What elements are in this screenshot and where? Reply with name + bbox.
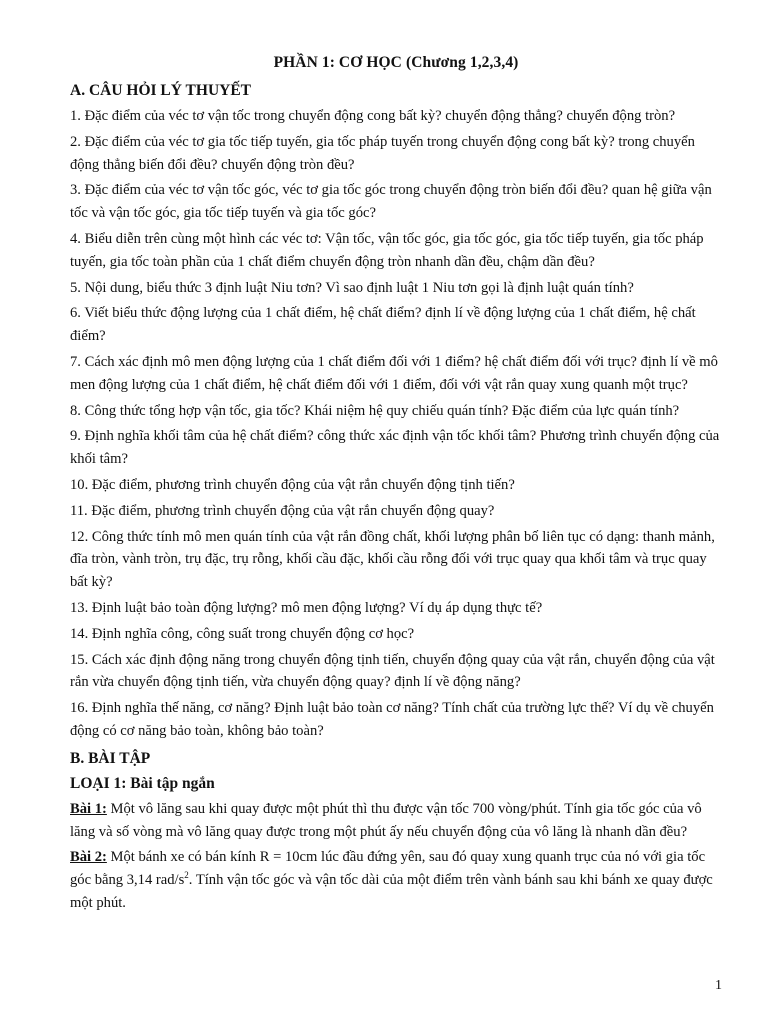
exercise-item <box>70 846 722 914</box>
question-item: 15. Cách xác định động năng trong chuyển động tịnh tiến, chuyển động quay của vật rắn, chuyển động của vật rắn vừa chuyển động tịnh tiến, vừa chuyển động quay? định lí về động năng? <box>70 651 715 691</box>
superscript: 2 <box>184 870 189 881</box>
exercise-label: Bài 2: <box>70 849 107 866</box>
exercise-item <box>70 798 722 844</box>
exercise-text-continued: . Tính vận tốc góc và vận tốc dài của một điểm trên vành bánh sau khi bánh xe quay được một phút. <box>70 872 713 911</box>
question-item: 12. Công thức tính mô men quán tính của vật rắn đồng chất, khối lượng phân bố liên tục có dạng: thanh mảnh, đĩa tròn, vành tròn, trụ đặc, trụ rỗng, khối cầu đặc, khối cầu rỗng đối với trục quay qua khối tâm và trục quay bất kỳ? <box>70 528 715 591</box>
part-title: PHẦN 1: CƠ HỌC (Chương 1,2,3,4) <box>273 54 519 71</box>
question-item: 13. Định luật bảo toàn động lượng? mô men động lượng? Ví dụ áp dụng thực tế? <box>70 599 543 616</box>
exercise-text: Một vô lăng sau khi quay được một phút thì thu được vận tốc 700 vòng/phút. Tính gia tốc góc của vô lăng và số vòng mà vô lăng quay được trong một phút ấy nếu chuyển động của vô lăng là nhanh dần đều? <box>70 800 702 840</box>
question-item: 8. Công thức tổng hợp vận tốc, gia tốc? Khái niệm hệ quy chiếu quán tính? Đặc điểm của lực quán tính? <box>70 402 680 419</box>
exercise-text: Một bánh xe có bán kính R = 10cm lúc đầu đứng yên, sau đó quay xung quanh trục của nó với gia tốc góc bằng 3,14 rad/s <box>70 849 706 889</box>
question-item: 4. Biểu diễn trên cùng một hình các véc tơ: Vận tốc, vận tốc góc, gia tốc góc, gia tốc tiếp tuyến, gia tốc pháp tuyến, gia tốc toàn phần của 1 chất điểm chuyển động tròn nhanh dần đều, chậm dần đều? <box>70 230 704 270</box>
question-list <box>70 105 722 743</box>
document-page <box>70 54 722 918</box>
question-item: 11. Đặc điểm, phương trình chuyển động của vật rắn chuyển động quay? <box>70 502 495 519</box>
section-a-title: A. CÂU HỎI LÝ THUYẾT <box>70 82 252 99</box>
page-number: 1 <box>715 978 722 993</box>
question-item: 6. Viết biểu thức động lượng của 1 chất điểm, hệ chất điểm? định lí về động lượng của 1 chất điểm, hệ chất điểm? <box>70 305 696 345</box>
section-b-title: B. BÀI TẬP <box>70 749 151 767</box>
question-item: 1. Đặc điểm của véc tơ vận tốc trong chuyển động cong bất kỳ? chuyển động thẳng? chuyển động tròn? <box>70 108 676 124</box>
type1-title: LOẠI 1: Bài tập ngắn <box>70 774 215 792</box>
question-item: 16. Định nghĩa thế năng, cơ năng? Định luật bảo toàn cơ năng? Tính chất của trường lực thế? Ví dụ về chuyển động có cơ năng bảo toàn, không bảo toàn? <box>70 700 714 739</box>
exercise-label: Bài 1: <box>70 800 107 817</box>
question-item: 2. Đặc điểm của véc tơ gia tốc tiếp tuyến, gia tốc pháp tuyến trong chuyển động cong bất kỳ? trong chuyển động thẳng biến đổi đều? chuyển động tròn đều? <box>70 133 695 173</box>
question-item: 9. Định nghĩa khối tâm của hệ chất điểm? công thức xác định vận tốc khối tâm? Phương trình chuyển động của khối tâm? <box>70 428 720 468</box>
question-item: 5. Nội dung, biểu thức 3 định luật Niu tơn? Vì sao định luật 1 Niu tơn gọi là định luật quán tính? <box>70 279 634 296</box>
question-item: 10. Đặc điểm, phương trình chuyển động của vật rắn chuyển động tịnh tiến? <box>70 476 515 493</box>
question-item: 3. Đặc điểm của véc tơ vận tốc góc, véc tơ gia tốc góc trong chuyển động tròn biến đổi đều? quan hệ giữa vận tốc và vận tốc góc, gia tốc tiếp tuyến và gia tốc góc? <box>70 182 712 222</box>
question-item: 14. Định nghĩa công, công suất trong chuyển động cơ học? <box>70 625 415 642</box>
question-item: 7. Cách xác định mô men động lượng của 1 chất điểm đối với 1 điểm? hệ chất điểm đối với trục? định lí về mô men động lượng của 1 chất điểm, hệ chất điểm đối với 1 điểm, đối với vật rắn quay xung quanh một trục? <box>70 353 718 393</box>
